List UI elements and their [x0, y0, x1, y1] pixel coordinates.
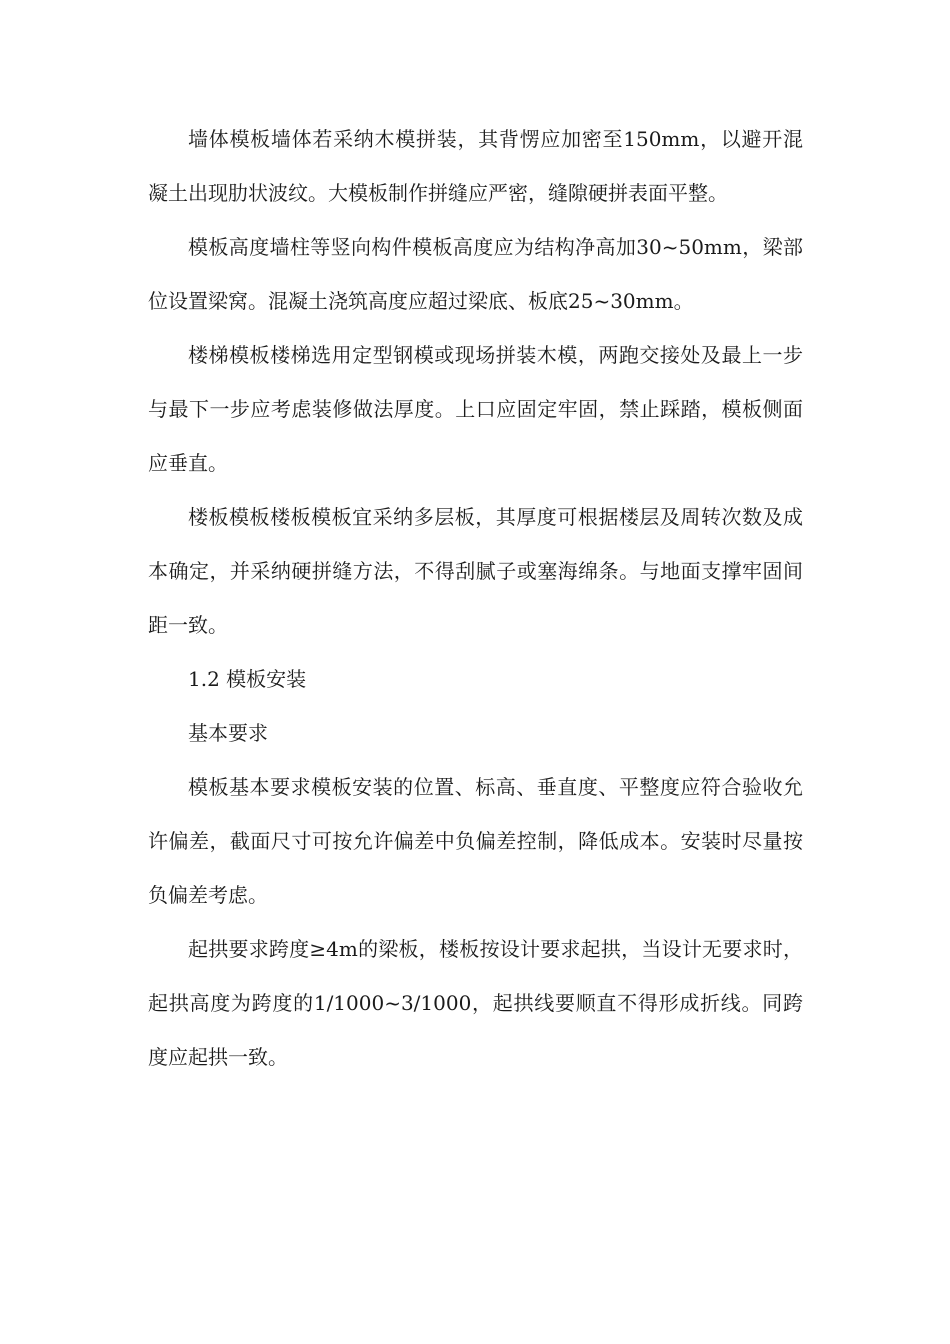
paragraph-floor-formwork: 楼板模板楼板模板宜采纳多层板，其厚度可根据楼层及周转次数及成本确定，并采纳硬拼缝方法，不得刮腻子或塞海绵条。与地面支撑牢固间距一致。 [148, 505, 803, 637]
paragraph-basic-requirements: 模板基本要求模板安装的位置、标高、垂直度、平整度应符合验收允许偏差，截面尺寸可按允许偏差中负偏差控制，降低成本。安装时尽量按负偏差考虑。 [148, 775, 803, 907]
paragraph-camber-requirements: 起拱要求跨度≥4m的梁板，楼板按设计要求起拱，当设计无要求时，起拱高度为跨度的1/1000~3/1000，起拱线要顺直不得形成折线。同跨度应起拱一致。 [148, 937, 803, 1069]
subheading-basic-requirements: 基本要求 [188, 721, 268, 745]
document-body [148, 112, 803, 1084]
paragraph-formwork-height: 模板高度墙柱等竖向构件模板高度应为结构净高加30~50mm，梁部位设置梁窝。混凝土浇筑高度应超过梁底、板底25~30mm。 [148, 235, 803, 313]
paragraph-wall-formwork: 墙体模板墙体若采纳木模拼装，其背愣应加密至150mm，以避开混凝土出现肋状波纹。大模板制作拼缝应严密，缝隙硬拼表面平整。 [148, 127, 803, 205]
paragraph-stair-formwork: 楼梯模板楼梯选用定型钢模或现场拼装木模，两跑交接处及最上一步与最下一步应考虑装修做法厚度。上口应固定牢固，禁止踩踏，模板侧面应垂直。 [148, 343, 803, 475]
section-heading-formwork-installation: 1.2 模板安装 [188, 667, 307, 691]
